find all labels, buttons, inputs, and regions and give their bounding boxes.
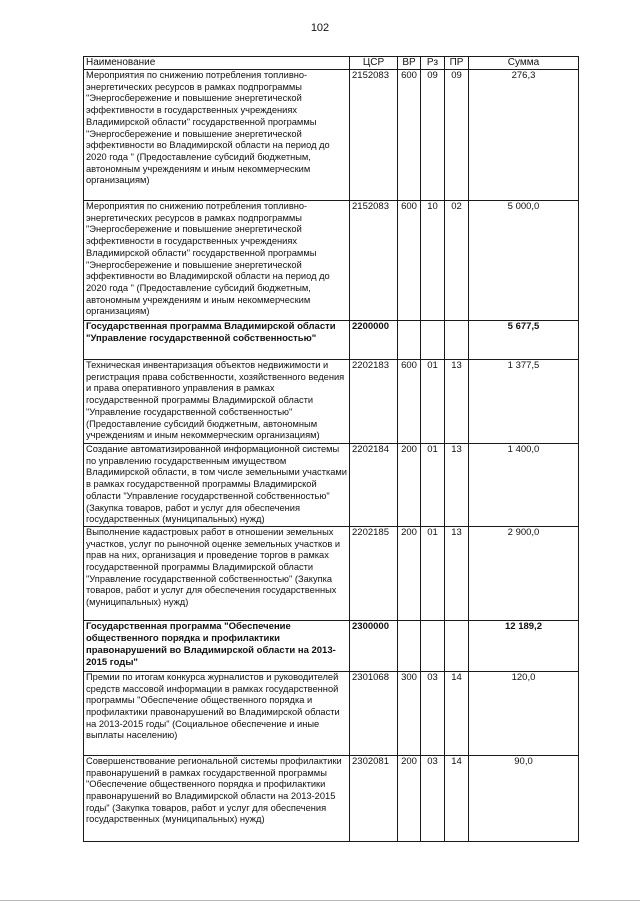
row-pr: 14 [445,671,469,755]
row-csr: 2200000 [350,321,398,360]
row-csr: 2302081 [350,755,398,841]
row-csr: 2152083 [350,201,398,321]
row-sum: 5 000,0 [469,201,579,321]
table-row [84,755,579,841]
table-row-program [84,620,579,671]
row-csr: 2202184 [350,444,398,527]
row-csr: 2300000 [350,620,398,671]
row-sum: 276,3 [469,70,579,201]
scan-edge-line [0,900,640,901]
row-sum: 90,0 [469,755,579,841]
row-pr [445,321,469,360]
row-vr: 200 [398,755,421,841]
header-sum: Сумма [469,57,579,70]
row-pr: 13 [445,360,469,444]
row-pr: 02 [445,201,469,321]
row-vr: 200 [398,444,421,527]
row-vr: 600 [398,360,421,444]
row-name: Премии по итогам конкурса журналистов и руководителей средств массовой информации в рамках государственной программы "Обеспечение общественного порядка и профилактики правонарушений во Владимирской области на 2013-2015 годы" (Социальное обеспечение и иные выплаты населению) [84,671,350,755]
row-pr: 09 [445,70,469,201]
row-pr: 13 [445,444,469,527]
row-pr: 13 [445,526,469,620]
header-rz: Рз [421,57,445,70]
row-name: Техническая инвентаризация объектов недвижимости и регистрация права собственности, хозяйственного ведения и права оперативного управления в рамках государственной программы Владимирской области "Управление государственной собственностью" (Предоставление субсидий бюджетным, автономным учреждениям и иным некоммерческим организациям) [84,360,350,444]
row-rz: 03 [421,755,445,841]
page-number: 102 [310,22,330,34]
row-vr [398,321,421,360]
row-rz: 01 [421,526,445,620]
table-row-program [84,321,579,360]
row-name: Мероприятия по снижению потребления топливно-энергетических ресурсов в рамках подпрограммы "Энергосбережение и повышение энергетической эффективности в государственных учреждениях Владимирской области" государственной программы "Энергосбережение и повышение энергетической эффективности во Владимирской области на период до 2020 года " (Предоставление субсидий бюджетным, автономным учреждениям и иным некоммерческим организациям) [84,70,350,201]
header-name: Наименование [84,57,350,70]
header-csr: ЦСР [350,57,398,70]
row-rz: 01 [421,444,445,527]
row-rz [421,620,445,671]
table-row [84,526,579,620]
row-rz [421,321,445,360]
row-csr: 2202183 [350,360,398,444]
table-row [84,444,579,527]
row-name: Совершенствование региональной системы профилактики правонарушений в рамках государственной программы "Обеспечение общественного порядка и профилактики правонарушений во Владимирской области на 2013-2015 годы" (Закупка товаров, работ и услуг для обеспечения государственных (муниципальных) нужд) [84,755,350,841]
row-vr [398,620,421,671]
header-vr: ВР [398,57,421,70]
row-vr: 300 [398,671,421,755]
row-sum: 120,0 [469,671,579,755]
row-rz: 09 [421,70,445,201]
row-sum: 12 189,2 [469,620,579,671]
row-rz: 01 [421,360,445,444]
row-csr: 2152083 [350,70,398,201]
row-sum: 2 900,0 [469,526,579,620]
row-pr: 14 [445,755,469,841]
table-header-row [84,57,579,70]
row-pr [445,620,469,671]
row-name: Государственная программа "Обеспечение общественного порядка и профилактики правонарушений во Владимирской области на 2013-2015 годы" [84,620,350,671]
row-csr: 2202185 [350,526,398,620]
table-row [84,70,579,201]
table-row [84,201,579,321]
row-name: Выполнение кадастровых работ в отношении земельных участков, услуг по рыночной оценке земельных участков и прав на них, организация и проведение торгов в рамках государственной программы Владимирской области "Управление государственной собственностью" (Закупка товаров, работ и услуг для обеспечения государственных (муниципальных) нужд) [84,526,350,620]
row-name: Создание автоматизированной информационной системы по управлению государственным имуществом Владимирской области, в том числе земельными участками в рамках государственной программы Владимирской области "Управление государственной собственностью" (Закупка товаров, работ и услуг для обеспечения государственных (муниципальных) нужд) [84,444,350,527]
row-csr: 2301068 [350,671,398,755]
table-row [84,360,579,444]
row-name: Мероприятия по снижению потребления топливно-энергетических ресурсов в рамках подпрограммы "Энергосбережение и повышение энергетической эффективности в государственных учреждениях Владимирской области" государственной программы "Энергосбережение и повышение энергетической эффективности во Владимирской области на период до 2020 года " (Предоставление субсидий бюджетным, автономным учреждениям и иным некоммерческим организациям) [84,201,350,321]
row-vr: 600 [398,70,421,201]
row-sum: 1 377,5 [469,360,579,444]
row-sum: 5 677,5 [469,321,579,360]
table-row [84,671,579,755]
row-name: Государственная программа Владимирской области "Управление государственной собственностью" [84,321,350,360]
row-rz: 10 [421,201,445,321]
row-rz: 03 [421,671,445,755]
row-vr: 200 [398,526,421,620]
row-vr: 600 [398,201,421,321]
budget-table [83,56,579,842]
row-sum: 1 400,0 [469,444,579,527]
header-pr: ПР [445,57,469,70]
